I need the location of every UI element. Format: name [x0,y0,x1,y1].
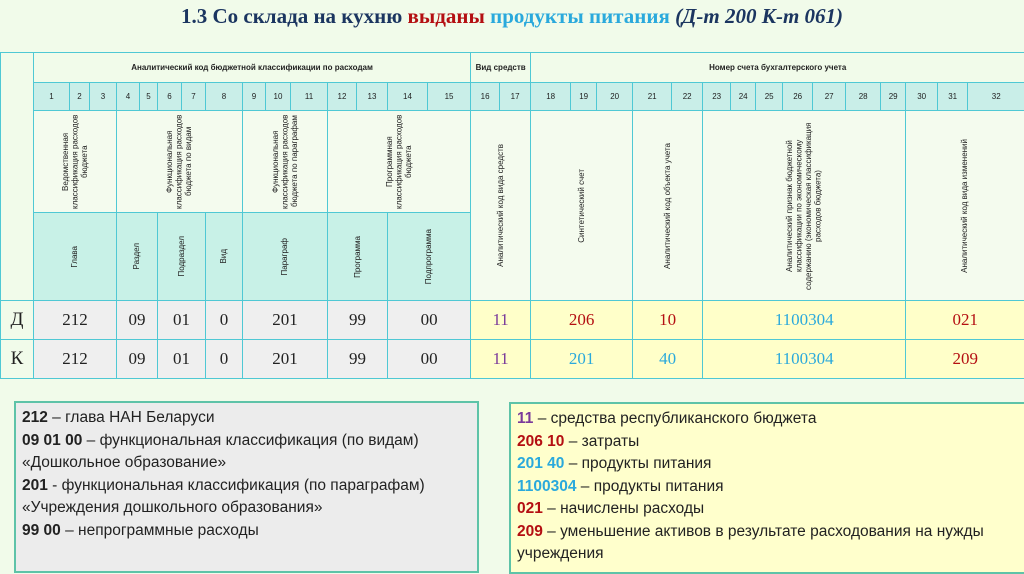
header-an-funds-text: Аналитический код вида средств [495,144,505,267]
title-entry: (Д-т 200 К-т 061) [675,4,844,28]
column-number: 21 [633,83,672,111]
cell-razdel: 09 [117,301,158,340]
header-an-change [906,111,1024,301]
sub-paragraf [243,213,328,301]
sub-podprogramma [388,213,471,301]
column-number: 13 [357,83,388,111]
header-prog [328,111,471,213]
legend-line: 99 00 – непрограммные расходы [22,521,259,539]
cell-vid: 0 [206,340,243,379]
header-an-object [633,111,703,301]
cell-paragraf: 201 [243,301,328,340]
column-number: 30 [906,83,938,111]
cell-glava: 212 [34,340,117,379]
cell-funds: 11 [471,301,531,340]
header-vedom-text: Ведомственная классификация расходов бюджета [60,114,89,209]
legend-line: 09 01 00 – функциональная классификация (по видам) «Дошкольное образование» [22,431,419,471]
column-number: 3 [90,83,117,111]
cell-podprogramma: 00 [388,301,471,340]
cell-object: 10 [633,301,703,340]
header-vedom [34,111,117,213]
column-number: 5 [140,83,158,111]
sub-razdel-text: Раздел [132,243,142,270]
column-number: 24 [731,83,756,111]
column-number: 26 [783,83,813,111]
column-number: 8 [206,83,243,111]
sub-vid [206,213,243,301]
column-number: 31 [938,83,968,111]
group-budget-code: Аналитический код бюджетной классификации по расходам [34,53,471,83]
cell-econ: 1100304 [703,340,906,379]
column-number: 9 [243,83,266,111]
column-number: 10 [266,83,291,111]
title-text: 1.3 Со склада на кухню [180,4,408,28]
column-number: 4 [117,83,140,111]
group-funds-type: Вид средств [471,53,531,83]
classification-table [0,52,1024,379]
column-number: 22 [672,83,703,111]
title-highlight-issued: выданы [407,4,485,28]
cell-podrazdel: 01 [158,340,206,379]
column-number: 28 [846,83,881,111]
group-account-number: Номер счета бухгалтерского учета [531,53,1024,83]
cell-funds: 11 [471,340,531,379]
column-number: 27 [813,83,846,111]
sub-glava [34,213,117,301]
header-an-change-text: Аналитический код вида изменений [960,138,970,273]
header-synth-text: Синтетический счет [576,168,586,243]
header-an-object-text: Аналитический код объекта учета [662,142,672,269]
header-func-par [243,111,328,213]
title-highlight-food: продукты питания [484,4,676,28]
column-number: 25 [756,83,783,111]
column-number: 1 [34,83,70,111]
header-func-par-text: Функциональная классификация расходов бюджета по параграфам [270,114,299,209]
header-an-econ [703,111,906,301]
sub-programma [328,213,388,301]
sub-vid-text: Вид [219,249,229,264]
legend-line: 11 – средства республиканского бюджета [517,410,817,427]
column-number: 15 [428,83,471,111]
column-number: 17 [500,83,531,111]
sub-podrazdel-text: Подраздел [176,236,186,277]
header-synth [531,111,633,301]
sub-podrazdel [158,213,206,301]
cell-razdel: 09 [117,340,158,379]
cell-podprogramma: 00 [388,340,471,379]
column-numbers-row [1,83,1024,111]
cell-econ: 1100304 [703,301,906,340]
legend-line: 021 – начислены расходы [517,500,705,517]
sub-paragraf-text: Параграф [280,237,290,276]
column-number: 18 [531,83,571,111]
header-an-econ-text: Аналитический признак бюджетной классификации по экономическому содержанию (экономическая классификация расходов бюджета) [785,121,823,290]
table-row-debit [1,301,1024,340]
cell-paragraf: 201 [243,340,328,379]
column-number: 20 [597,83,633,111]
cell-vid: 0 [206,301,243,340]
budget-code-legend [14,401,479,573]
legend-line: 1100304 – продукты питания [517,477,724,495]
cell-synth: 201 [531,340,633,379]
sub-podprogramma-text: Подпрограмма [424,228,434,285]
header-func-vid [117,111,243,213]
header-an-funds [471,111,531,301]
cell-glava: 212 [34,301,117,340]
cell-programma: 99 [328,301,388,340]
row-label: Д [1,301,34,340]
column-number: 7 [182,83,206,111]
column-number: 19 [571,83,597,111]
legend-line: 201 40 – продукты питания [517,455,712,472]
cell-synth: 206 [531,301,633,340]
row-label: К [1,340,34,379]
legend-line: 206 10 – затраты [517,432,640,450]
slide-title [0,4,1024,29]
cell-object: 40 [633,340,703,379]
sub-glava-text: Глава [70,245,80,268]
account-code-legend [509,402,1024,574]
column-number: 2 [70,83,90,111]
column-number: 32 [968,83,1024,111]
table-row-credit [1,340,1024,379]
legend-line: 209 – уменьшение активов в результате расходования на нужды учреждения [517,522,984,562]
column-number: 11 [291,83,328,111]
header-prog-text: Программная классификация расходов бюджета [384,114,413,209]
cell-podrazdel: 01 [158,301,206,340]
column-number: 12 [328,83,357,111]
header-func-vid-text: Функциональная классификация расходов бюджета по видам [165,114,194,209]
column-number: 16 [471,83,500,111]
sub-programma-text: Программа [352,235,362,278]
cell-change: 021 [906,301,1024,340]
legend-line: 201 - функциональная классификация (по параграфам) «Учреждения дошкольного образования» [22,476,425,516]
column-number: 6 [158,83,182,111]
column-number: 14 [388,83,428,111]
column-number: 23 [703,83,731,111]
legend-line: 212 – глава НАН Беларуси [22,409,215,426]
row-label-header [1,53,34,301]
sub-razdel [117,213,158,301]
cell-programma: 99 [328,340,388,379]
cell-change: 209 [906,340,1024,379]
column-number: 29 [881,83,906,111]
